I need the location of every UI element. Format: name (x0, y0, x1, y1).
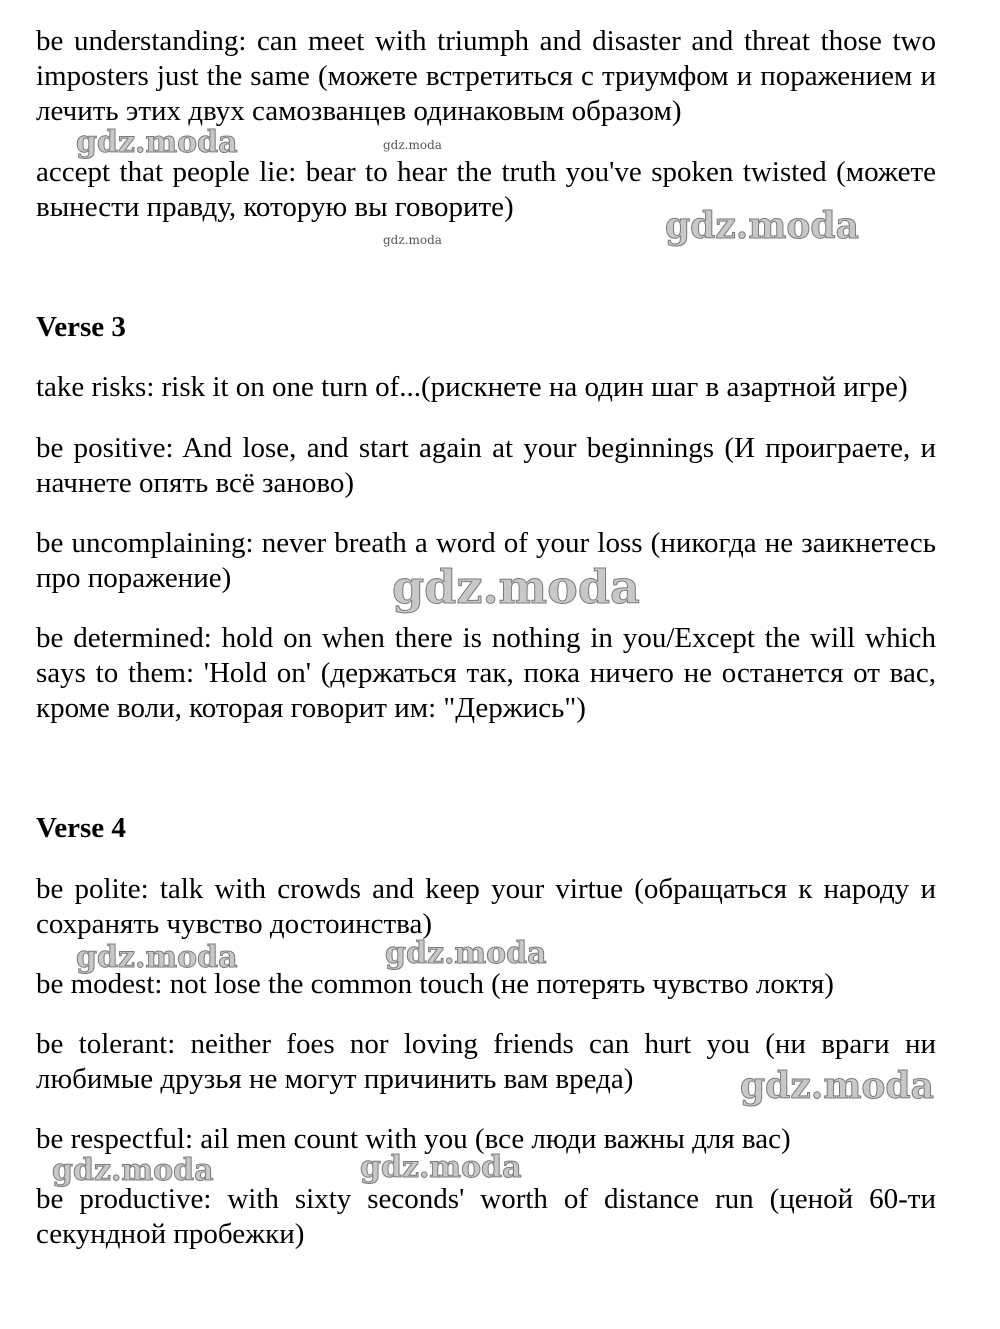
watermark: gdz.moda (52, 1153, 214, 1188)
paragraph-be-understanding: be understanding: can meet with triumph and disaster and threat those two imposters just the same (можете встретиться с триумфом и поражением и лечить этих двух самозванцев одинаковым образом) (36, 25, 936, 127)
watermark: gdz.moda (383, 138, 442, 152)
paragraph-be-uncomplaining: be uncomplaining: never breath a word of your loss (никогда не заикнетесь про поражение) (36, 527, 936, 594)
paragraph-be-positive: be positive: And lose, and start again at your beginnings (И проиграете, и начнете опять всё заново) (36, 432, 936, 499)
paragraph-take-risks: take risks: risk it on one turn of...(рискнете на один шаг в азартной игре) (36, 371, 908, 403)
paragraph-be-determined: be determined: hold on when there is nothing in you/Except the will which says to them: 'Hold on' (держаться так, пока ничего не останется от вас, кроме воли, которая говорит им: "Держись") (36, 622, 936, 724)
paragraph-be-polite: be polite: talk with crowds and keep your virtue (обращаться к народу и сохранять чувство достоинства) (36, 873, 936, 940)
paragraph-be-respectful: be respectful: ail men count with you (все люди важны для вас) (36, 1123, 791, 1155)
watermark: gdz.moda (385, 936, 547, 971)
watermark: gdz.moda (76, 940, 238, 975)
paragraph-be-modest: be modest: not lose the common touch (не потерять чувство локтя) (36, 968, 834, 1000)
watermark: gdz.moda (665, 205, 859, 247)
paragraph-accept-that-people-lie: accept that people lie: bear to hear the truth you've spoken twisted (можете вынести правду, которую вы говорите) (36, 156, 936, 223)
heading-verse-3: Verse 3 (36, 311, 126, 343)
watermark: gdz.moda (360, 1150, 522, 1185)
paragraph-be-productive: be productive: with sixty seconds' worth of distance run (ценой 60-ти секундной пробежки) (36, 1183, 936, 1250)
watermark: gdz.moda (392, 560, 640, 614)
paragraph-be-tolerant: be tolerant: neither foes nor loving friends can hurt you (ни враги ни любимые друзья не могут причинить вам вреда) (36, 1028, 936, 1095)
watermark: gdz.moda (740, 1065, 934, 1107)
watermark: gdz.moda (383, 233, 442, 247)
heading-verse-4: Verse 4 (36, 812, 126, 844)
watermark: gdz.moda (76, 125, 238, 160)
